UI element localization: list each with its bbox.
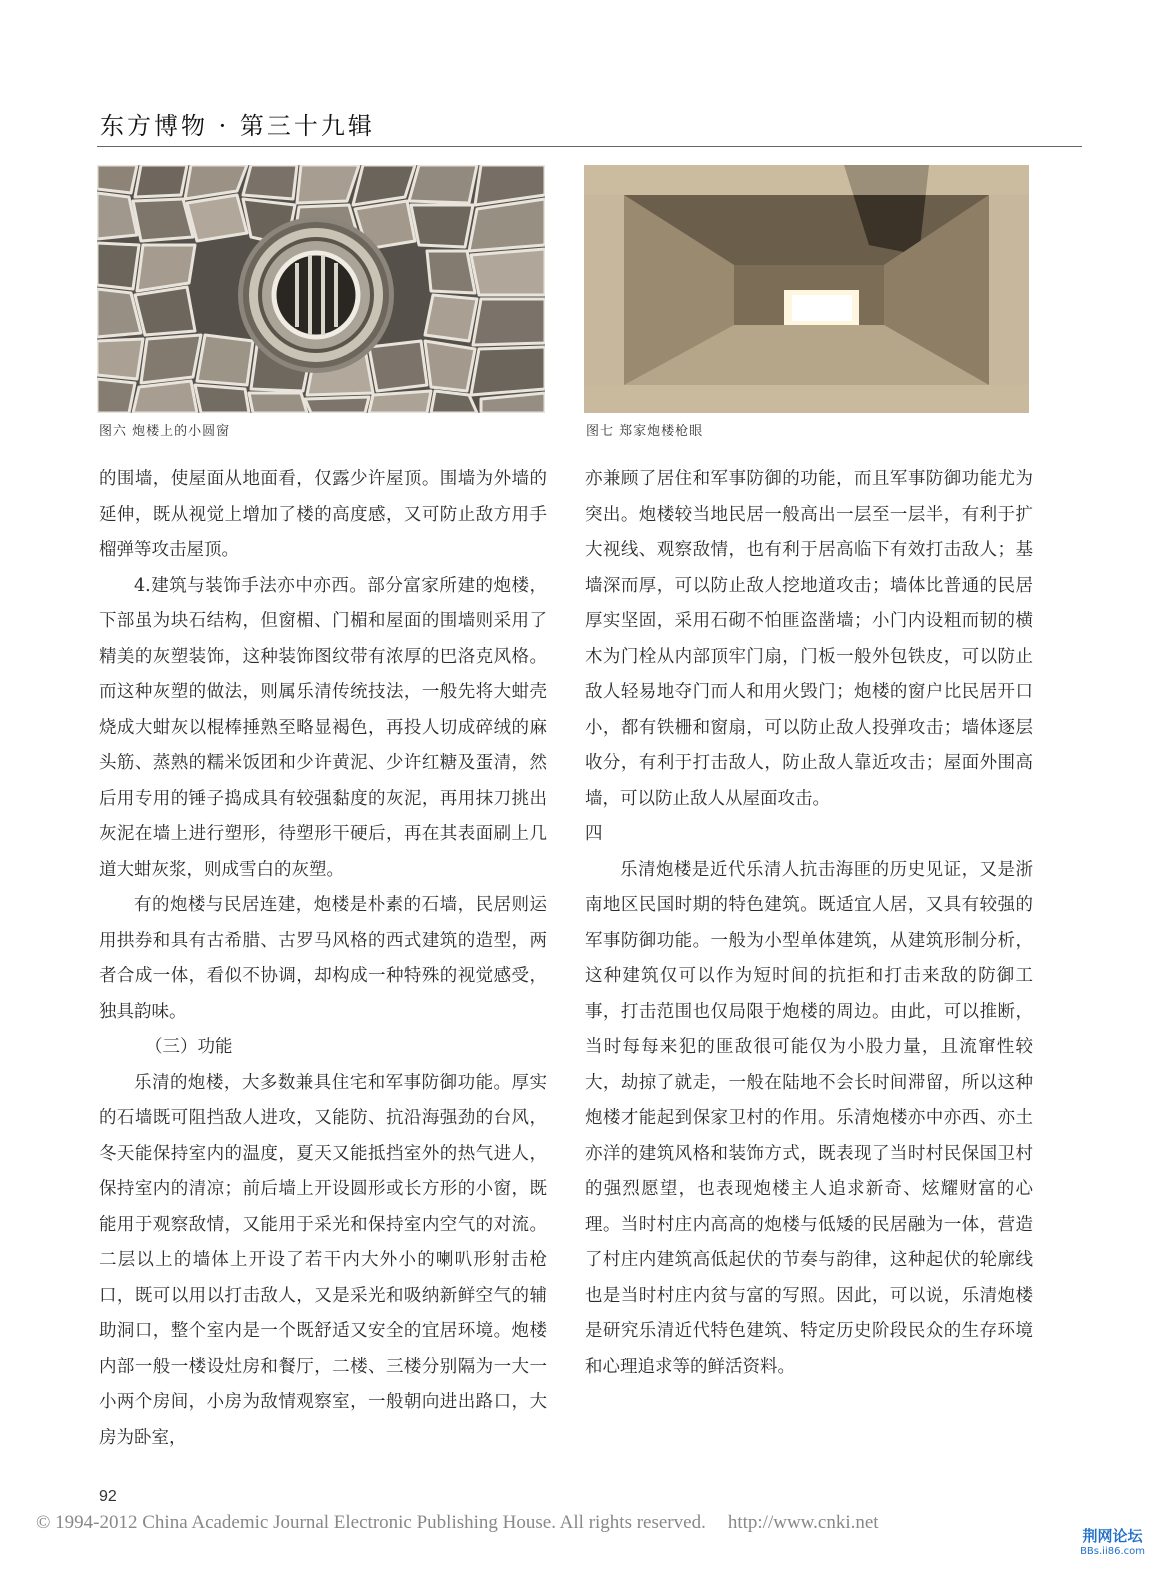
paragraph: 乐清的炮楼，大多数兼具住宅和军事防御功能。厚实的石墙既可阻挡敌人进攻，又能防、抗沿海强劲的台风，冬天能保持室内的温度，夏天又能抵挡室外的热气进人，保持室内的清凉；前后墙上开设圆形或长方形的小窗，既能用于观察敌情，又能用于采光和保持室内空气的对流。二层以上的墙体上开设了若干内大外小的喇叭形射击枪口，既可以用以打击敌人，又是采光和吸纳新鲜空气的辅助洞口，整个室内是一个既舒适又安全的宜居环境。炮楼内部一般一楼设灶房和餐厅，二楼、三楼分别隔为一大一小两个房间，小房为敌情观察室，一般朝向进出路口，大房为卧室， — [99, 1072, 547, 1448]
cnki-link[interactable]: http://www.cnki.net — [727, 1512, 879, 1533]
copyright-text: © 1994-2012 China Academic Journal Electronic Publishing House. All rights reserved. — [36, 1512, 706, 1533]
paragraph: 乐清炮楼是近代乐清人抗击海匪的历史见证，又是浙南地区民国时期的特色建筑。既适宜人居，又具有较强的军事防御功能。一般为小型单体建筑，从建筑形制分析，这种建筑仅可以作为短时间的抗拒和打击来敌的防御工事，打击范围也仅局限于炮楼的周边。由此，可以推断，当时每每来犯的匪敌很可能仅为小股力量，且流窜性较大，劫掠了就走，一般在陆地不会长时间滞留，所以这种炮楼才能起到保家卫村的作用。乐清炮楼亦中亦西、亦土亦洋的建筑风格和装饰方式，既表现了当时村民保国卫村的强烈愿望，也表现炮楼主人追求新奇、炫耀财富的心理。当时村庄内高高的炮楼与低矮的民居融为一体，营造了村庄内建筑高低起伏的节奏与韵律，这种起伏的轮廓线也是当时村庄内贫与富的写照。因此，可以说，乐清炮楼是研究乐清近代特色建筑、特定历史阶段民众的生存环境和心理追求等的鲜活资料。 — [585, 859, 1033, 1377]
copyright-footer — [36, 1512, 879, 1534]
gun-port-photo — [584, 165, 1029, 413]
section-heading: （三）功能 — [145, 1037, 233, 1057]
watermark-site: BBs.ii86.com — [1080, 1546, 1145, 1557]
figure-gun-port — [584, 165, 1029, 413]
round-window-photo — [97, 165, 545, 413]
page-number: 92 — [99, 1488, 117, 1505]
header-rule — [97, 146, 1082, 147]
paragraph: 有的炮楼与民居连建，炮楼是朴素的石墙，民居则运用拱券和具有古希腊、古罗马风格的西式建筑的造型，两者合成一体，看似不协调，却构成一种特殊的视觉感受，独具韵味。 — [99, 895, 547, 1022]
left-text-column — [99, 462, 547, 1456]
watermark-name: 荆网论坛 — [1082, 1527, 1143, 1545]
journal-header-title: 东方博物 · 第三十九辑 — [100, 112, 375, 140]
figure-round-window — [97, 165, 545, 413]
site-watermark — [1080, 1525, 1145, 1557]
section-heading: 四 — [585, 824, 603, 844]
figure-7-caption: 图七 郑家炮楼枪眼 — [586, 424, 704, 439]
paragraph: 4.建筑与装饰手法亦中亦西。部分富家所建的炮楼，下部虽为块石结构，但窗楣、门楣和屋面的围墙则采用了精美的灰塑装饰，这种装饰图纹带有浓厚的巴洛克风格。而这种灰塑的做法，则属乐清传统技法，一般先将大蚶壳烧成大蚶灰以棍棒捶熟至略显褐色，再投人切成碎绒的麻头筋、蒸熟的糯米饭团和少许黄泥、少许红糖及蛋清，然后用专用的锤子捣成具有较强黏度的灰泥，再用抹刀挑出灰泥在墙上进行塑形，待塑形干硬后，再在其表面刷上几道大蚶灰浆，则成雪白的灰塑。 — [99, 575, 547, 880]
paragraph: 的围墙，使屋面从地面看，仅露少许屋顶。围墙为外墙的延伸，既从视觉上增加了楼的高度感，又可防止敌方用手榴弹等攻击屋顶。 — [99, 469, 547, 560]
paragraph: 亦兼顾了居住和军事防御的功能，而且军事防御功能尤为突出。炮楼较当地民居一般高出一层至一层半，有利于扩大视线、观察敌情，也有利于居高临下有效打击敌人；基墙深而厚，可以防止敌人挖地道攻击；墙体比普通的民居厚实坚固，采用石砌不怕匪盗凿墙；小门内设粗而韧的横木为门栓从内部顶牢门扇，门板一般外包铁皮，可以防止敌人轻易地夺门而人和用火毁门；炮楼的窗户比民居开口小，都有铁栅和窗扇，可以防止敌人投弹攻击；墙体逐层收分，有利于打击敌人，防止敌人靠近攻击；屋面外围高墙，可以防止敌人从屋面攻击。 — [585, 469, 1033, 809]
figure-6-caption: 图六 炮楼上的小圆窗 — [99, 424, 231, 439]
right-text-column — [585, 462, 1033, 1385]
